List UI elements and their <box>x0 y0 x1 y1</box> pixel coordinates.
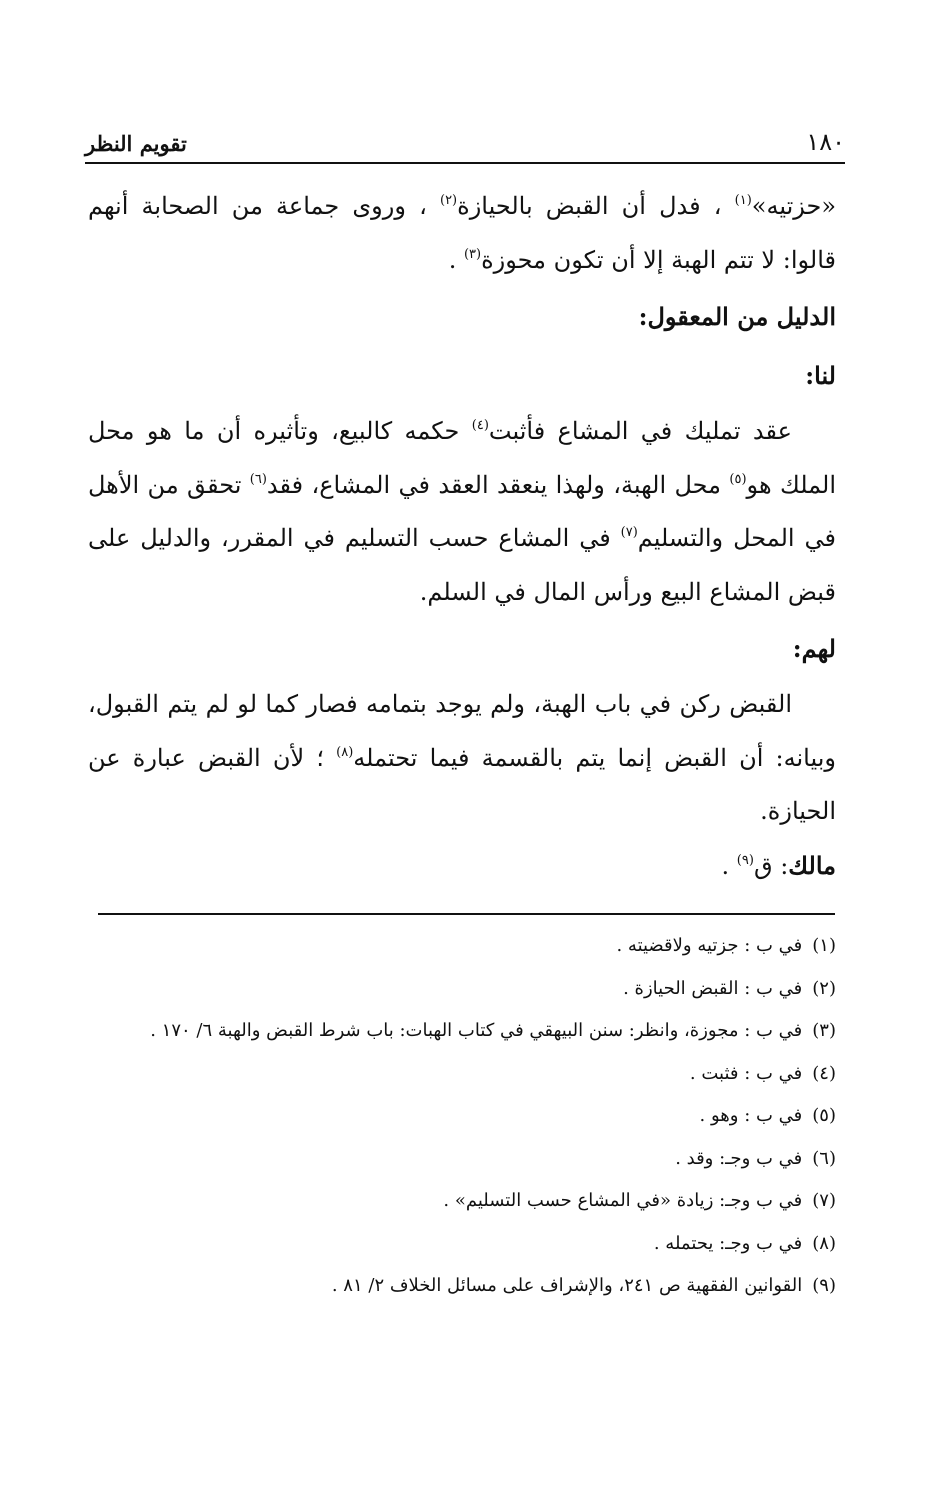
footnote-number: (٧) <box>812 1190 836 1211</box>
footnote-number: (٨) <box>812 1232 836 1254</box>
footnote-ref-7: (٧) <box>620 525 638 540</box>
malik-label: مالك <box>788 850 836 880</box>
footnote <box>92 925 836 968</box>
footnote-ref-3: (٣) <box>463 246 482 262</box>
footnote-ref-1: (١) <box>734 193 752 208</box>
footnote-ref-4: (٤) <box>471 418 489 433</box>
footnote <box>92 1265 836 1308</box>
footnote-separator <box>98 913 835 915</box>
footnote-ref-9: (٩) <box>736 852 754 868</box>
footnote <box>92 1010 836 1053</box>
footnote <box>92 968 836 1011</box>
footnote-number: (٦) <box>812 1147 836 1169</box>
footnote-text: في ب وجـ: زيادة «في المشاع حسب التسليم» . <box>443 1190 803 1211</box>
malik-line: مالك: ق$^{(٩)}$ . <box>721 850 836 880</box>
footnote-text: في ب : فثبت . <box>689 1062 803 1084</box>
section-heading-reason: الدليل من المعقول: <box>638 302 836 331</box>
footnote-ref-8: (٨) <box>336 744 354 760</box>
main-text <box>88 180 836 893</box>
footnote-number: (٣) <box>812 1020 836 1041</box>
footnote-number: (٩) <box>812 1275 836 1296</box>
footnote <box>92 1053 836 1096</box>
section-heading-lahum: لهم: <box>792 634 836 663</box>
paragraph-3: القبض ركن في باب الهبة، ولم يوجد بتمامه فصار كما لو لم يتم القبول، وبيانه: أن القبض إنما يتم بالقسمة فيما تحتمله$^{(٨)}$ ؛ لأن القبض عبارة عن الحيازة. <box>88 690 836 825</box>
footnote-number: (٤) <box>812 1062 836 1084</box>
footnote-number: (٥) <box>812 1105 836 1126</box>
footnote-number: (١) <box>812 935 836 956</box>
running-head <box>85 118 845 164</box>
footnote-text: في ب وجـ: يحتمله . <box>653 1232 803 1254</box>
section-heading-lana: لنا: <box>805 361 836 390</box>
paragraph-2: عقد تمليك في المشاع فأثبت$^{(٤)}$ حكمه كالبيع، وتأثيره أن ما هو محل الملك هو$^{(٥)}$ محل الهبة، ولهذا ينعقد العقد في المشاع، فقد$^{(٦)}$ تحقق من الأهل في المحل والتسليم$^{(٧)}$ في المشاع حسب التسليم في المقرر، والدليل على قبض المشاع البيع ورأس المال في السلم. <box>88 417 837 606</box>
running-head-title: تقويم النظر <box>85 131 187 156</box>
footnote-text: في ب : القبض الحيازة . <box>623 977 803 999</box>
footnote <box>92 1095 836 1138</box>
footnote-ref-6: (٦) <box>249 471 267 487</box>
footnote-text: في ب وجـ: وقد . <box>675 1147 803 1169</box>
paragraph-1: «حزتيه»$^{(١)}$ ، فدل أن القبض بالحيازة$^{(٢)}$ ، وروى جماعة من الصحابة أنهم قالوا: لا تتم الهبة إلا أن تكون محوزة$^{(٣)}$ . <box>88 192 837 274</box>
footnotes-list <box>92 925 836 1308</box>
footnote-text: القوانين الفقهية ص ٢٤١، والإشراف على مسائل الخلاف ٢/ ٨١ . <box>331 1275 803 1296</box>
footnote-ref-2: (٢) <box>439 193 458 208</box>
footnote-text: في ب : وهو . <box>699 1105 803 1126</box>
footnote-ref-5: (٥) <box>729 471 747 487</box>
footnote <box>92 1180 836 1223</box>
footnote-text: في ب : مجوزة، وانظر: سنن البيهقي في كتاب الهبات: باب شرط القبض والهبة ٦/ ١٧٠ . <box>150 1020 803 1041</box>
footnote <box>92 1223 836 1266</box>
footnote-text: في ب : جزتيه ولاقضيته . <box>616 935 803 956</box>
footnote <box>92 1138 836 1181</box>
footnote-number: (٢) <box>812 977 836 999</box>
page-number: ١٨٠ <box>806 128 845 156</box>
